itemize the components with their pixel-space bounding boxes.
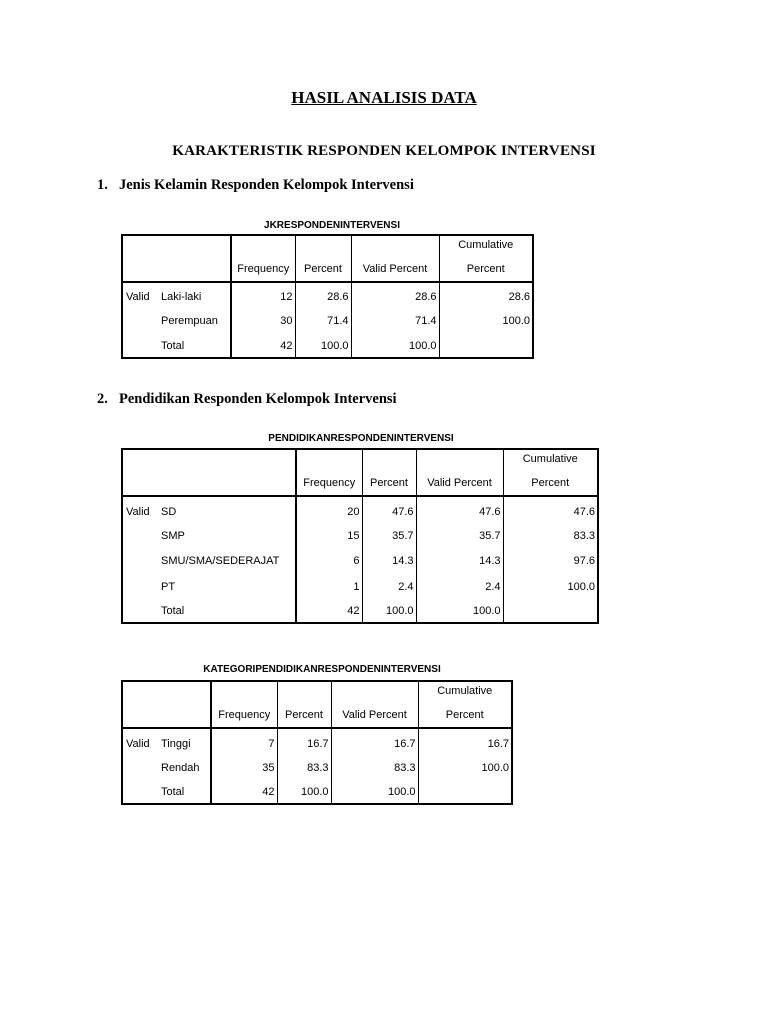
col-header-cumulative-line2: Percent <box>466 263 505 275</box>
cell-frequency: 6 <box>296 548 362 574</box>
group-label: Valid <box>126 505 150 518</box>
table-row <box>122 282 533 308</box>
table-row <box>122 308 533 334</box>
cell-cumulative-percent: 83.3 <box>573 529 595 542</box>
table-row <box>122 574 598 600</box>
col-header-valid-percent: Valid Percent <box>416 449 503 496</box>
section-heading-education <box>97 391 397 408</box>
cell-percent: 14.3 <box>362 548 416 574</box>
cell-frequency: 35 <box>211 755 277 780</box>
col-header-cumulative-line1: Cumulative <box>522 453 578 465</box>
table-row <box>122 755 512 780</box>
page-title: HASIL ANALISIS DATA <box>291 88 477 107</box>
frequency-table-education-category <box>121 680 513 805</box>
row-label: Perempuan <box>158 308 231 334</box>
row-label: Total <box>158 600 296 623</box>
cell-percent: 100.0 <box>295 334 351 358</box>
cell-valid-percent: 35.7 <box>416 523 503 548</box>
row-label: Total <box>158 780 211 804</box>
cell-percent: 35.7 <box>362 523 416 548</box>
col-header-cumulative-line2: Percent <box>445 709 484 721</box>
col-header-cumulative-percent <box>439 235 533 282</box>
cell-frequency: 7 <box>211 728 277 755</box>
cell-percent: 83.3 <box>277 755 331 780</box>
cell-percent: 47.6 <box>362 496 416 523</box>
section-title: Pendidikan Responden Kelompok Intervensi <box>119 391 397 407</box>
cell-valid-percent: 47.6 <box>416 496 503 523</box>
table-caption-gender: JKRESPONDENINTERVENSI <box>264 220 400 231</box>
col-header-cumulative-line1: Cumulative <box>458 239 514 251</box>
col-header-valid-percent: Valid Percent <box>331 681 418 728</box>
col-header-frequency: Frequency <box>231 235 295 282</box>
table-row <box>122 548 598 574</box>
col-header-valid-percent: Valid Percent <box>351 235 439 282</box>
col-header-cumulative-line2: Percent <box>531 477 570 489</box>
col-header-cumulative-percent <box>503 449 598 496</box>
cell-cumulative-percent: 100.0 <box>567 581 595 593</box>
cell-frequency: 42 <box>296 600 362 623</box>
table-row <box>122 728 512 755</box>
cell-valid-percent: 100.0 <box>416 600 503 623</box>
row-label: SMP <box>158 523 296 548</box>
row-label: Laki-laki <box>158 282 231 308</box>
cell-frequency: 1 <box>296 574 362 600</box>
cell-valid-percent: 83.3 <box>331 755 418 780</box>
cell-cumulative-percent: 47.6 <box>573 505 595 518</box>
cell-frequency: 30 <box>231 308 295 334</box>
cell-percent: 71.4 <box>295 308 351 334</box>
cell-valid-percent: 2.4 <box>416 574 503 600</box>
cell-frequency: 42 <box>211 780 277 804</box>
table-header-row <box>122 449 598 496</box>
group-label: Valid <box>126 291 150 303</box>
cell-percent: 16.7 <box>277 728 331 755</box>
frequency-table-education <box>121 448 599 624</box>
cell-valid-percent: 28.6 <box>351 282 439 308</box>
cell-valid-percent: 100.0 <box>331 780 418 804</box>
cell-frequency: 42 <box>231 334 295 358</box>
section-number: 1. <box>97 177 108 193</box>
col-header-cumulative-line1: Cumulative <box>437 685 493 697</box>
table-caption-education-category: KATEGORIPENDIDIKANRESPONDENINTERVENSI <box>203 664 441 675</box>
row-label: SD <box>158 496 296 523</box>
cell-frequency: 15 <box>296 523 362 548</box>
cell-cumulative-percent: 100.0 <box>481 761 509 774</box>
page-subtitle: KARAKTERISTIK RESPONDEN KELOMPOK INTERVENSI <box>172 143 596 159</box>
cell-cumulative-percent <box>439 334 533 358</box>
cell-percent: 100.0 <box>277 780 331 804</box>
table-row-total <box>122 780 512 804</box>
cell-cumulative-percent <box>503 600 598 623</box>
table-row <box>122 523 598 548</box>
cell-valid-percent: 71.4 <box>351 308 439 334</box>
row-label: PT <box>158 574 296 600</box>
row-label: Rendah <box>158 755 211 780</box>
table-caption-education: PENDIDIKANRESPONDENINTERVENSI <box>268 433 454 444</box>
cell-percent: 100.0 <box>362 600 416 623</box>
row-label: Tinggi <box>158 728 211 755</box>
col-header-cumulative-percent <box>418 681 512 728</box>
col-header-frequency: Frequency <box>296 449 362 496</box>
section-title: Jenis Kelamin Responden Kelompok Intervensi <box>119 177 414 193</box>
cell-cumulative-percent: 16.7 <box>487 737 509 750</box>
frequency-table-gender <box>121 234 534 359</box>
table-header-row <box>122 235 533 282</box>
col-header-percent: Percent <box>362 449 416 496</box>
cell-valid-percent: 100.0 <box>351 334 439 358</box>
table-header-row <box>122 681 512 728</box>
cell-frequency: 12 <box>231 282 295 308</box>
row-label: Total <box>158 334 231 358</box>
table-row <box>122 496 598 523</box>
cell-percent: 2.4 <box>362 574 416 600</box>
col-header-percent: Percent <box>295 235 351 282</box>
group-label: Valid <box>126 737 150 750</box>
table-row-total <box>122 334 533 358</box>
cell-cumulative-percent: 97.6 <box>573 555 595 567</box>
cell-percent: 28.6 <box>295 282 351 308</box>
cell-valid-percent: 16.7 <box>331 728 418 755</box>
cell-valid-percent: 14.3 <box>416 548 503 574</box>
section-heading-gender <box>97 177 414 194</box>
col-header-percent: Percent <box>277 681 331 728</box>
cell-cumulative-percent: 28.6 <box>508 291 530 303</box>
table-row-total <box>122 600 598 623</box>
col-header-frequency: Frequency <box>211 681 277 728</box>
cell-frequency: 20 <box>296 496 362 523</box>
cell-cumulative-percent <box>418 780 512 804</box>
cell-cumulative-percent: 100.0 <box>502 315 530 327</box>
section-number: 2. <box>97 391 108 407</box>
row-label: SMU/SMA/SEDERAJAT <box>158 548 296 574</box>
